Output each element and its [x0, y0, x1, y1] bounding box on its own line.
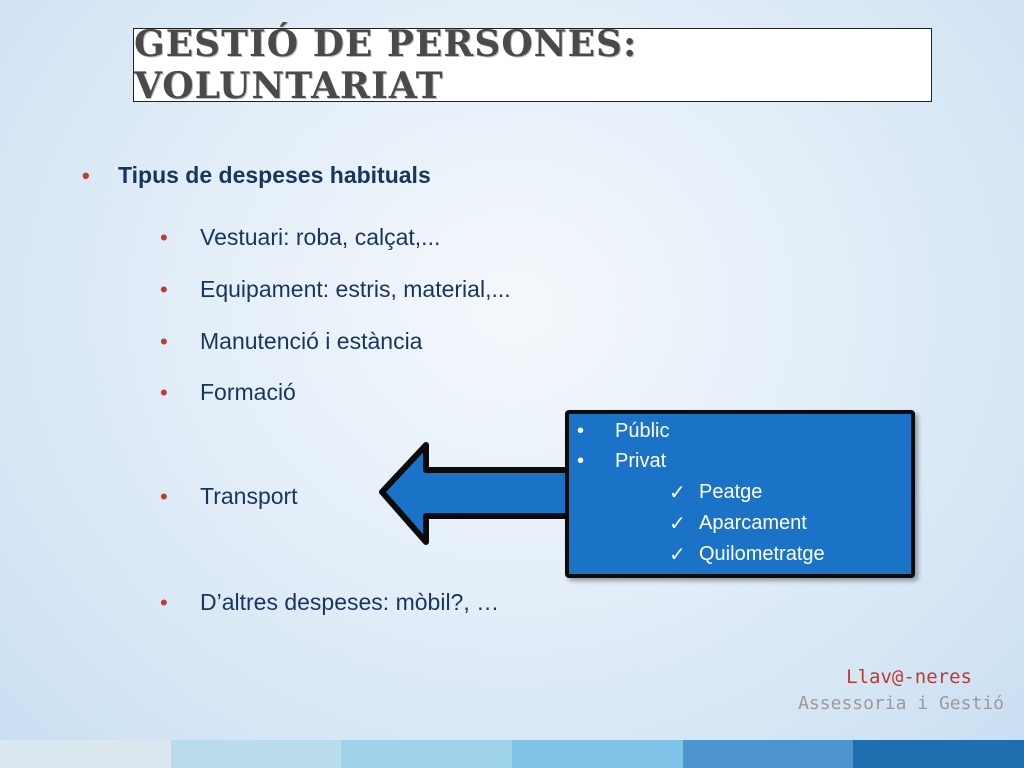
sub-bullet-text: Equipament: estris, material,...	[200, 276, 511, 302]
check-icon: ✓	[669, 513, 686, 535]
callout-item-label: Privat	[615, 450, 667, 472]
sub-bullet-equipament	[160, 276, 511, 303]
check-icon: ✓	[669, 482, 686, 504]
bottom-bar-segment	[512, 740, 683, 768]
bullet-dot: •	[160, 276, 168, 302]
bullet-dot: •	[160, 589, 168, 615]
left-arrow-icon	[378, 442, 578, 548]
bottom-bar-segment	[683, 740, 854, 768]
footer-subtitle: Assessoria i Gestió	[798, 693, 1004, 714]
callout-item-label: Públic	[615, 420, 670, 442]
sub-bullet-text: D’altres despeses: mòbil?, …	[200, 589, 500, 615]
sub-bullet-vestuari	[160, 224, 440, 251]
bullet-dot: •	[577, 420, 585, 442]
bullet-dot: •	[160, 328, 168, 354]
sub-bullet-manutencio	[160, 328, 422, 355]
callout-subitem-label: Quilometratge	[699, 543, 825, 565]
callout-subitem-label: Peatge	[699, 481, 763, 503]
sub-bullet-text: Manutenció i estància	[200, 328, 423, 354]
callout-item-public	[577, 420, 669, 443]
sub-bullet-formacio	[160, 379, 296, 406]
check-icon: ✓	[669, 544, 686, 566]
bottom-bar-segment	[0, 740, 171, 768]
bullet-dot: •	[160, 483, 168, 509]
sub-bullet-text: Vestuari: roba, calçat,...	[200, 224, 441, 250]
callout-subitem-peatge	[669, 480, 762, 505]
main-bullet-text: Tipus de despeses habituals	[118, 162, 431, 188]
callout-subitem-label: Aparcament	[699, 512, 807, 534]
slide-title: GESTIÓ DE PERSONES: VOLUNTARIAT	[134, 23, 638, 107]
bottom-bar-segment	[171, 740, 342, 768]
bullet-dot: •	[82, 162, 90, 188]
bottom-color-bar	[0, 740, 1024, 768]
main-bullet	[82, 162, 431, 189]
callout-subitem-quilometratge	[669, 542, 825, 567]
bottom-bar-segment	[853, 740, 1024, 768]
callout-item-privat	[577, 450, 666, 473]
sub-bullet-text: Formació	[200, 379, 296, 405]
sub-bullet-transport	[160, 483, 298, 510]
sub-bullet-altres	[160, 589, 499, 616]
callout-subitem-aparcament	[669, 511, 807, 536]
bullet-dot: •	[160, 379, 168, 405]
sub-bullet-text: Transport	[200, 483, 298, 509]
title-box	[133, 23, 932, 107]
bottom-bar-segment	[341, 740, 512, 768]
footer-brand: Llav@-neres	[846, 666, 972, 688]
bullet-dot: •	[577, 450, 585, 472]
transport-callout	[565, 410, 915, 578]
bullet-dot: •	[160, 224, 168, 250]
